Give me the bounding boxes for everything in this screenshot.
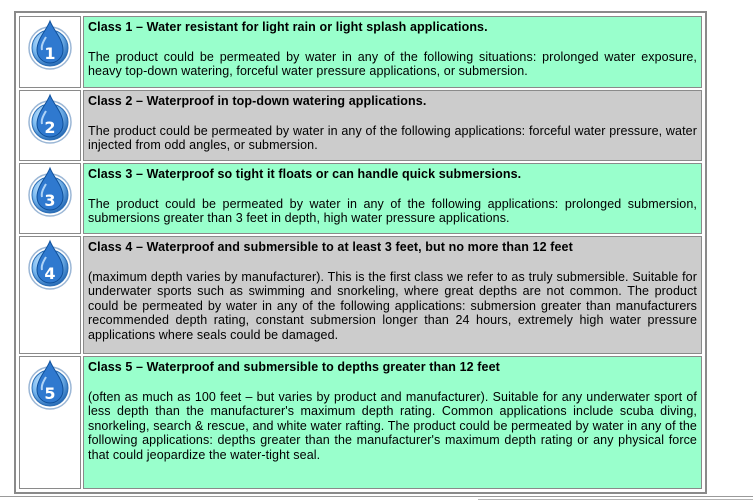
class-heading: Class 3 – Waterproof so tight it floats or can handle quick submersions. <box>88 167 522 181</box>
class-description: (often as much as 100 feet – but varies by product and manufacturer). Suitable for any underwater sport of less depth than the manufacturer's maximum depth rating. Common applications include scuba diving, snorkeling, search & rescue, and white water rafting. The product could be permeated by water in any of the following applications: depths greater than the manufacturer's maximum depth rating or any physical force that could jeopardize the water-tight seal. <box>88 389 697 462</box>
water-resistance-classes-panel <box>14 11 707 494</box>
class-description: The product could be permeated by water in any of the following applications: prolonged submersion, submersions greater than 3 feet in depth, high water pressure applications. <box>88 196 697 225</box>
class-heading: Class 5 – Waterproof and submersible to depths greater than 12 feet <box>88 360 500 374</box>
water-drop-3-icon <box>25 164 75 218</box>
class-description: The product could be permeated by water in any of the following situations: prolonged water exposure, heavy top-down watering, forceful water pressure applications, or submersion. <box>88 49 697 78</box>
class-description: The product could be permeated by water in any of the following applications: forceful water pressure, water injected from odd angles, or submersion. <box>88 123 697 152</box>
svg-text:1: 1 <box>44 44 56 63</box>
icon-cell <box>19 16 81 88</box>
water-drop-1-icon <box>25 17 75 71</box>
class-row-1 <box>19 16 702 88</box>
page-divider-secondary <box>478 499 753 500</box>
class-text-cell <box>83 236 702 354</box>
class-text-cell <box>83 90 702 161</box>
page-divider <box>0 496 753 497</box>
svg-text:2: 2 <box>44 118 56 137</box>
class-row-2 <box>19 90 702 161</box>
icon-cell <box>19 90 81 161</box>
class-text-cell <box>83 356 702 489</box>
class-row-3 <box>19 163 702 234</box>
class-heading: Class 1 – Water resistant for light rain or light splash applications. <box>88 20 488 34</box>
class-heading: Class 2 – Waterproof in top-down watering applications. <box>88 94 427 108</box>
svg-text:3: 3 <box>44 191 56 210</box>
icon-cell <box>19 356 81 489</box>
water-drop-2-icon <box>25 91 75 145</box>
class-text-cell <box>83 16 702 88</box>
class-row-4 <box>19 236 702 354</box>
icon-cell <box>19 236 81 354</box>
water-drop-5-icon <box>25 357 75 411</box>
class-row-5 <box>19 356 702 489</box>
class-text-cell <box>83 163 702 234</box>
svg-text:5: 5 <box>44 384 56 403</box>
icon-cell <box>19 163 81 234</box>
class-heading: Class 4 – Waterproof and submersible to at least 3 feet, but no more than 12 feet <box>88 240 573 254</box>
water-drop-4-icon <box>25 237 75 291</box>
svg-text:4: 4 <box>44 264 56 283</box>
class-description: (maximum depth varies by manufacturer). This is the first class we refer to as truly submersible. Suitable for underwater sports such as swimming and snorkeling, where great depths are not common. The product could be permeated by water in any of the following applications: submersion greater than manufacturers recommended depth rating, constant submersion longer than 24 hours, extremely high water pressure applications where seals could be damaged. <box>88 269 697 342</box>
classes-table <box>17 14 704 491</box>
